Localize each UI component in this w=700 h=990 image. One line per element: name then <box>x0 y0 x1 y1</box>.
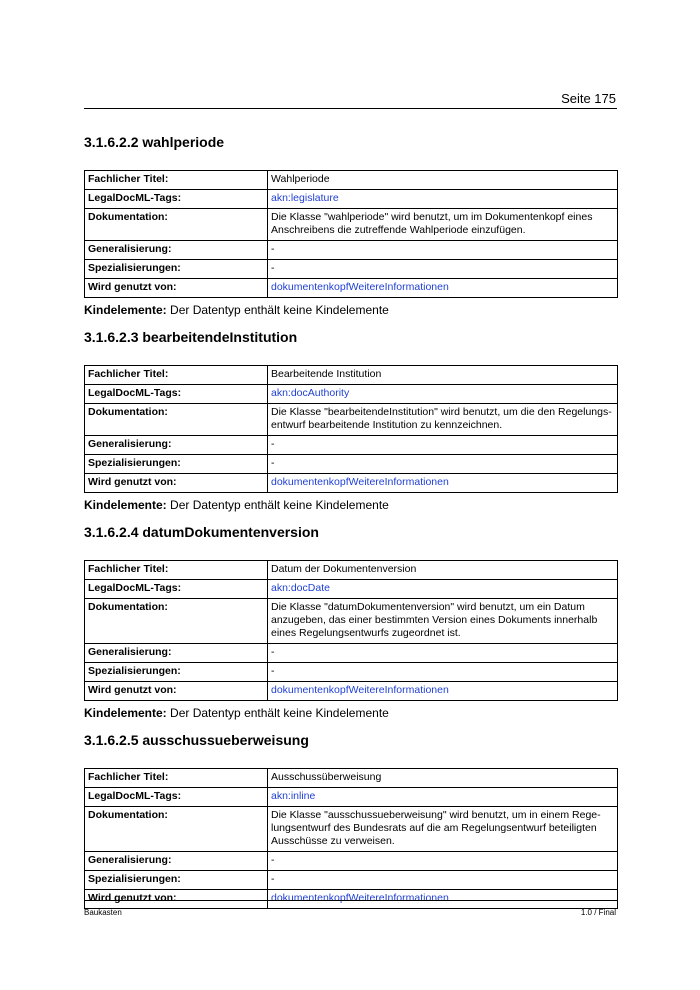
table-row <box>85 852 618 871</box>
label-spezialisierungen: Spezialisierungen: <box>85 455 268 474</box>
value-spezialisierungen: - <box>268 260 618 279</box>
label-legaldocml-tags: LegalDocML-Tags: <box>85 190 268 209</box>
legaldocml-tag-link[interactable]: akn:docDate <box>271 582 330 594</box>
label-dokumentation: Dokumentation: <box>85 599 268 644</box>
table-row <box>85 871 618 890</box>
value-generalisierung: - <box>268 436 618 455</box>
children-text: Der Datentyp enthält keine Kindelemente <box>170 303 389 317</box>
footer-document-name: Baukasten <box>84 908 122 917</box>
value-fachlicher-titel: Bearbeitende Institution <box>268 366 618 385</box>
value-legaldocml-tags-cell <box>268 580 618 599</box>
label-spezialisierungen: Spezialisierungen: <box>85 260 268 279</box>
children-label: Kindelemente: <box>84 706 167 720</box>
table-row <box>85 769 618 788</box>
label-generalisierung: Generalisierung: <box>85 852 268 871</box>
used-by-link[interactable]: dokumentenkopfWeitereInformationen <box>271 476 449 488</box>
value-wird-genutzt-von-cell <box>268 279 618 298</box>
label-fachlicher-titel: Fachlicher Titel: <box>85 561 268 580</box>
value-wird-genutzt-von-cell <box>268 890 618 909</box>
table-row <box>85 171 618 190</box>
value-generalisierung: - <box>268 241 618 260</box>
section-wahlperiode <box>84 134 617 317</box>
table-row <box>85 436 618 455</box>
used-by-link[interactable]: dokumentenkopfWeitereInformationen <box>271 281 449 293</box>
value-legaldocml-tags-cell <box>268 190 618 209</box>
children-note <box>84 303 617 317</box>
table-row <box>85 599 618 644</box>
value-dokumentation: Die Klasse "datumDokumentenversion" wird benutzt, um ein Datum anzugeben, das einer bestimmten Version eines Dokuments innerhalb eines Regelungsentwurfs zugeordnet ist. <box>268 599 618 644</box>
label-spezialisierungen: Spezialisierungen: <box>85 871 268 890</box>
section-title: 3.1.6.2.4 datumDokumentenversion <box>84 524 319 540</box>
label-generalisierung: Generalisierung: <box>85 241 268 260</box>
used-by-link[interactable]: dokumentenkopfWeitereInformationen <box>271 892 449 904</box>
label-wird-genutzt-von: Wird genutzt von: <box>85 682 268 701</box>
children-label: Kindelemente: <box>84 498 167 512</box>
table-row <box>85 580 618 599</box>
section-title: 3.1.6.2.3 bearbeitendeInstitution <box>84 329 298 345</box>
label-legaldocml-tags: LegalDocML-Tags: <box>85 788 268 807</box>
header-divider <box>84 108 617 109</box>
section-title: 3.1.6.2.5 ausschussueberweisung <box>84 732 309 748</box>
page-content <box>84 134 617 921</box>
table-row <box>85 788 618 807</box>
label-dokumentation: Dokumentation: <box>85 209 268 241</box>
section-datum-dokumentenversion <box>84 524 617 720</box>
section-title: 3.1.6.2.2 wahlperiode <box>84 134 225 150</box>
label-legaldocml-tags: LegalDocML-Tags: <box>85 385 268 404</box>
table-row <box>85 682 618 701</box>
table-row <box>85 241 618 260</box>
children-note <box>84 706 617 720</box>
value-legaldocml-tags-cell <box>268 788 618 807</box>
value-spezialisierungen: - <box>268 871 618 890</box>
legaldocml-tag-link[interactable]: akn:docAuthority <box>271 387 350 399</box>
class-info-table <box>84 768 618 909</box>
legaldocml-tag-link[interactable]: akn:legislature <box>271 192 339 204</box>
label-wird-genutzt-von: Wird genutzt von: <box>85 474 268 493</box>
children-note <box>84 498 617 512</box>
label-fachlicher-titel: Fachlicher Titel: <box>85 769 268 788</box>
value-spezialisierungen: - <box>268 455 618 474</box>
section-bearbeitende-institution <box>84 329 617 512</box>
label-fachlicher-titel: Fachlicher Titel: <box>85 171 268 190</box>
value-generalisierung: - <box>268 852 618 871</box>
label-generalisierung: Generalisierung: <box>85 644 268 663</box>
children-label: Kindelemente: <box>84 303 167 317</box>
table-row <box>85 385 618 404</box>
table-row <box>85 644 618 663</box>
class-info-table <box>84 560 618 701</box>
class-info-table <box>84 170 618 298</box>
table-row <box>85 260 618 279</box>
table-row <box>85 209 618 241</box>
used-by-link[interactable]: dokumentenkopfWeitereInformationen <box>271 684 449 696</box>
footer-divider <box>84 900 617 901</box>
class-info-table <box>84 365 618 493</box>
label-generalisierung: Generalisierung: <box>85 436 268 455</box>
table-row <box>85 807 618 852</box>
label-fachlicher-titel: Fachlicher Titel: <box>85 366 268 385</box>
value-spezialisierungen: - <box>268 663 618 682</box>
table-row <box>85 890 618 909</box>
value-fachlicher-titel: Wahlperiode <box>268 171 618 190</box>
children-text: Der Datentyp enthält keine Kindelemente <box>170 706 389 720</box>
value-fachlicher-titel: Ausschussüberweisung <box>268 769 618 788</box>
children-text: Der Datentyp enthält keine Kindelemente <box>170 498 389 512</box>
table-row <box>85 474 618 493</box>
table-row <box>85 190 618 209</box>
value-dokumentation: Die Klasse "wahlperiode" wird benutzt, um im Dokumentenkopf eines Anschreibens die zutreffende Wahlperiode einzufügen. <box>268 209 618 241</box>
value-dokumentation: Die Klasse "bearbeitendeInstitution" wird benutzt, um die den Regelungs-entwurf bearbeitende Institution zu kennzeichnen. <box>268 404 618 436</box>
value-wird-genutzt-von-cell <box>268 682 618 701</box>
label-dokumentation: Dokumentation: <box>85 404 268 436</box>
value-fachlicher-titel: Datum der Dokumentenversion <box>268 561 618 580</box>
label-dokumentation: Dokumentation: <box>85 807 268 852</box>
value-generalisierung: - <box>268 644 618 663</box>
table-row <box>85 663 618 682</box>
legaldocml-tag-link[interactable]: akn:inline <box>271 790 316 802</box>
label-wird-genutzt-von: Wird genutzt von: <box>85 279 268 298</box>
section-ausschussueberweisung <box>84 732 617 909</box>
value-wird-genutzt-von-cell <box>268 474 618 493</box>
page-number: Seite 175 <box>561 91 616 106</box>
label-legaldocml-tags: LegalDocML-Tags: <box>85 580 268 599</box>
value-dokumentation: Die Klasse "ausschussueberweisung" wird benutzt, um in einem Rege-lungsentwurf des Bundesrats auf die am Regelungsentwurf beteiligten Ausschüsse zu verweisen. <box>268 807 618 852</box>
value-legaldocml-tags-cell <box>268 385 618 404</box>
table-row <box>85 561 618 580</box>
table-row <box>85 455 618 474</box>
label-wird-genutzt-von: Wird genutzt von: <box>85 890 268 909</box>
table-row <box>85 279 618 298</box>
label-spezialisierungen: Spezialisierungen: <box>85 663 268 682</box>
table-row <box>85 366 618 385</box>
footer-version: 1.0 / Final <box>580 908 616 917</box>
table-row <box>85 404 618 436</box>
